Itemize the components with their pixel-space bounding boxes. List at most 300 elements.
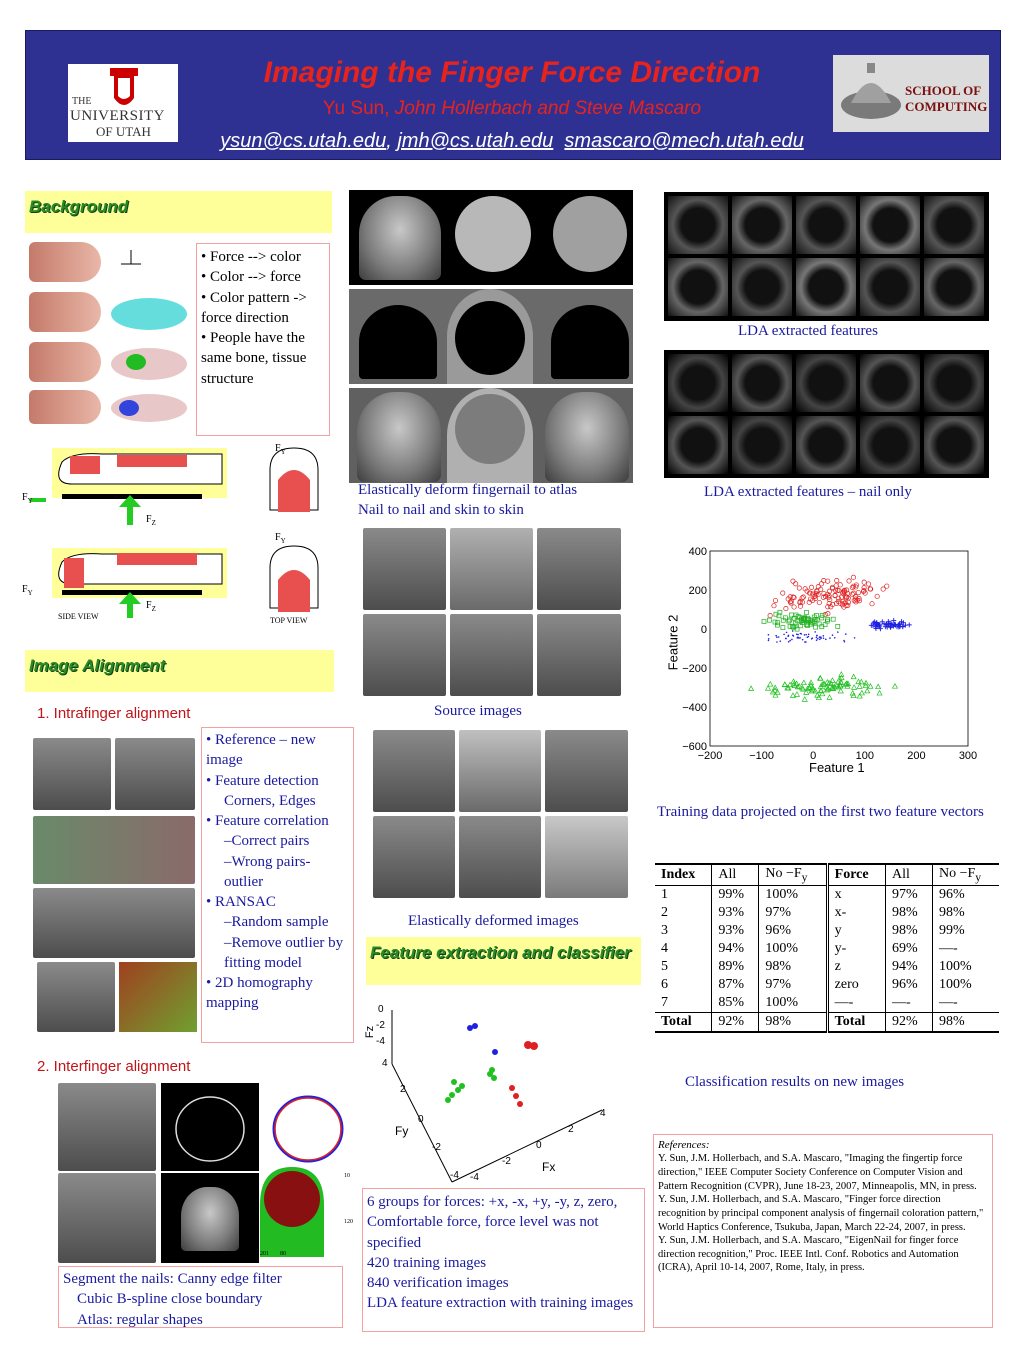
scatter-point-red-circles xyxy=(850,592,854,596)
source-nail xyxy=(450,614,533,696)
caption-lda-nail: LDA extracted features – nail only xyxy=(704,484,912,500)
segment-line: Cubic B-spline close boundary xyxy=(77,1291,263,1308)
fz-text: F xyxy=(146,514,152,525)
reference-item: Y. Sun, J.M. Hollerbach, and S.A. Mascaro, "Finger force direction recognition by principal component analysis of fingernail coloration pattern," World Haptics Conference, Tsukuba, Japan, March 22-24, 2007, in press. xyxy=(658,1194,984,1233)
finger-mesh-models xyxy=(101,242,196,422)
groups-line: LDA feature extraction with training images xyxy=(367,1295,634,1312)
ytick: 2 xyxy=(400,1084,406,1095)
table-cell: 85% xyxy=(712,994,759,1013)
atlas-bottom-row xyxy=(349,388,633,483)
label-fy-side xyxy=(22,492,33,505)
scatter-point-green-triangles xyxy=(892,684,897,689)
image-alignment-title xyxy=(25,650,334,692)
source-nail xyxy=(363,528,446,610)
reference-item: Y. Sun, J.M. Hollerbach, and S.A. Mascaro, "Imaging the fingertip force direction," IEEE Computer Society Conference on Computer Vision and Pattern Recognition (CVPR), June 18-23, 2007, Minneapolis, MN, in press. xyxy=(658,1153,977,1192)
feature-correlation-image xyxy=(33,816,195,884)
fz-text: F xyxy=(146,600,152,611)
xlabel: Fx xyxy=(542,1160,556,1174)
table-cell: —- xyxy=(933,994,1000,1013)
atlas-diagram xyxy=(258,1165,352,1265)
table-cell: 69% xyxy=(885,940,932,958)
table-cell: x- xyxy=(827,904,885,922)
scatter-point-green-triangles xyxy=(809,680,814,685)
lda-features-grid xyxy=(664,192,989,321)
intrafinger-subtitle: 1. Intrafinger alignment xyxy=(37,705,191,722)
table-cell: —- xyxy=(885,994,932,1013)
scatter-point-green-triangles xyxy=(868,684,873,689)
xtick: 2 xyxy=(568,1124,574,1135)
scatter-xtick: −200 xyxy=(697,750,723,762)
scatter-point-green-triangles xyxy=(782,682,787,687)
scatter-point-green-squares xyxy=(762,620,766,624)
scatter-xtick: 200 xyxy=(907,750,926,762)
scatter-point-green-squares xyxy=(774,612,778,616)
table-cell: 93% xyxy=(712,904,759,922)
table-cell: 96% xyxy=(759,922,827,940)
source-nail xyxy=(450,528,533,610)
fy-text: F xyxy=(22,492,28,503)
label-fy-side2 xyxy=(22,584,33,597)
scatter-point-green-triangles xyxy=(787,682,792,687)
scatter-point-green-triangles xyxy=(749,686,754,691)
ytick: -4 xyxy=(450,1170,459,1181)
segment-line: Segment the nails: Canny edge filter xyxy=(63,1271,282,1287)
ytick: 4 xyxy=(382,1058,388,1069)
align-bullet: –Wrong pairs-outlier xyxy=(224,853,311,890)
scatter-point-green-squares xyxy=(836,624,840,628)
scatter-point-red-circles xyxy=(772,604,776,608)
table-cell: 100% xyxy=(759,885,827,904)
table-row xyxy=(655,885,999,904)
scatter-point-green-triangles xyxy=(876,684,881,689)
email-jmh[interactable]: jmh@cs.utah.edu xyxy=(397,130,554,152)
scatter-xtick: 100 xyxy=(855,750,874,762)
scatter-point-blue-dots xyxy=(789,640,791,642)
feature-title-text: Feature extraction and classifier xyxy=(370,943,631,962)
scatter-point-blue-dots xyxy=(802,639,804,641)
scatter-ylabel: Feature 2 xyxy=(665,614,681,671)
table-cell: 99% xyxy=(933,922,1000,940)
table-cell: 87% xyxy=(712,976,759,994)
feature-extraction-title xyxy=(366,937,641,985)
table-cell: y xyxy=(827,922,885,940)
email-smascaro[interactable]: smascaro@mech.utah.edu xyxy=(564,130,804,152)
table-row xyxy=(655,922,999,940)
scatter-point-red-circles xyxy=(773,598,777,602)
table-cell: 98% xyxy=(759,958,827,976)
deformed-nail xyxy=(545,730,628,812)
nail-image xyxy=(33,738,111,810)
scatter-point-green-triangles xyxy=(859,690,864,695)
interfinger-subtitle: 2. Interfinger alignment xyxy=(37,1058,191,1075)
bullet-color-pattern: • Color pattern -> force direction xyxy=(201,289,307,326)
scatter-point-green-triangles xyxy=(801,680,806,685)
background-title-text: Background xyxy=(29,197,129,216)
scatter-point-green-triangles xyxy=(827,695,832,700)
ytick: 0 xyxy=(418,1114,424,1125)
fy-sub: Y xyxy=(27,589,33,597)
scatter-xtick: −100 xyxy=(749,750,774,762)
atlas-dim-d: 80 xyxy=(280,1251,286,1257)
scatter-point-green-squares xyxy=(781,626,785,630)
scatter-point-blue-dots xyxy=(805,634,807,636)
fy-sub: Y xyxy=(280,448,286,456)
scatter-point-red-circles xyxy=(847,579,851,583)
label-side-view: SIDE VIEW xyxy=(58,612,99,621)
scatter-ytick: 400 xyxy=(688,546,707,558)
scatter-point-blue-dots xyxy=(819,638,821,640)
scatter-point-blue-dots xyxy=(779,640,781,642)
feature-scatter-chart xyxy=(655,540,985,780)
scatter-point-green-triangles xyxy=(802,697,807,702)
scatter-point-blue-dots xyxy=(808,633,810,635)
scatter-point-blue-dots xyxy=(786,632,788,634)
label-top-view: TOP VIEW xyxy=(270,616,308,625)
th-all: All xyxy=(712,864,759,885)
scatter-point-blue-dots xyxy=(829,637,831,639)
scatter-point-green-squares xyxy=(831,617,835,621)
image-alignment-title-text: Image Alignment xyxy=(29,656,166,675)
scatter-point-red-circles xyxy=(826,612,830,616)
table-row xyxy=(655,994,999,1013)
label-fz2 xyxy=(146,600,156,613)
scatter-point-blue-dots xyxy=(817,638,819,640)
scatter-point-blue-dots xyxy=(834,637,836,639)
deformed-nail xyxy=(545,816,628,898)
th-no-fy xyxy=(759,864,827,885)
scatter-point-red-circles xyxy=(866,582,870,586)
fy-sub: Y xyxy=(27,497,33,505)
fy-text: F xyxy=(275,443,281,454)
scatter-point-blue-dots xyxy=(793,635,795,637)
intrafinger-images xyxy=(33,738,198,1015)
th-all2: All xyxy=(885,864,932,885)
table-cell: 94% xyxy=(712,940,759,958)
table-cell: 96% xyxy=(933,885,1000,904)
table-cell: 98% xyxy=(885,904,932,922)
table-row xyxy=(655,904,999,922)
deformed-nail xyxy=(459,816,541,898)
atlas-mid-row xyxy=(349,289,633,384)
caption-deformed: Elastically deformed images xyxy=(408,913,579,929)
scatter-point-red-circles xyxy=(784,606,788,610)
ztick: -4 xyxy=(376,1036,385,1047)
scatter-point-blue-dots xyxy=(804,641,806,643)
scatter-point-blue-dots xyxy=(814,631,816,633)
atlas-dim-c: 201 xyxy=(260,1251,269,1257)
ytick: -2 xyxy=(432,1142,441,1153)
source-nail xyxy=(363,614,446,696)
scatter-point-blue-dots xyxy=(783,634,785,636)
scatter-point-blue-plus xyxy=(907,622,912,627)
alignment-bullets xyxy=(201,727,354,1043)
nail-image xyxy=(58,1083,156,1171)
align-bullet: • RANSAC xyxy=(206,894,276,910)
groups-line: 420 training images xyxy=(367,1254,487,1271)
xtick: -2 xyxy=(502,1156,511,1167)
scatter-point-blue-dots xyxy=(775,635,777,637)
finger-photo xyxy=(29,242,101,282)
scatter-point-blue-dots xyxy=(832,634,834,636)
scatter-point-blue-dots xyxy=(799,637,801,639)
scatter-point-red-circles xyxy=(809,585,813,589)
total-label: Total xyxy=(661,1013,692,1029)
scatter-point-green-triangles xyxy=(768,682,773,687)
deformed-nail xyxy=(373,730,455,812)
total-cell: 98% xyxy=(759,1012,827,1032)
source-nail xyxy=(537,614,621,696)
scatter-point-blue-dots xyxy=(816,635,818,637)
scatter-ytick: 200 xyxy=(688,585,707,597)
table-cell: —- xyxy=(827,994,885,1013)
scatter-ytick: 0 xyxy=(700,624,707,636)
atlas-dim-b: 120 xyxy=(344,1219,353,1225)
lda-nail-features-grid xyxy=(664,350,989,478)
scatter-point-green-triangles xyxy=(852,685,857,690)
xtick: 4 xyxy=(600,1108,606,1119)
scatter-ytick: −200 xyxy=(682,663,707,675)
caption-deform1: Elastically deform fingernail to atlas xyxy=(358,482,578,498)
scatter-point-green-squares xyxy=(804,610,808,614)
overlay-image xyxy=(119,962,197,1032)
finger-photos xyxy=(29,242,101,422)
table-cell: 100% xyxy=(759,994,827,1013)
caption-lda: LDA extracted features xyxy=(738,323,878,339)
label-fy-top2 xyxy=(275,532,286,545)
total-cell: 92% xyxy=(712,1012,759,1032)
references-box xyxy=(653,1134,993,1328)
scatter-point-blue-dots xyxy=(819,636,821,638)
table-cell: 7 xyxy=(661,994,668,1010)
background-title xyxy=(25,191,332,233)
segmented-nail xyxy=(161,1173,259,1263)
finger-photo xyxy=(29,342,101,382)
scatter-ytick: −400 xyxy=(682,702,707,714)
scatter-point-blue-dots xyxy=(792,630,794,632)
no-fy-text: No −F xyxy=(765,866,802,881)
scatter-point-blue-dots xyxy=(776,636,778,638)
xtick: -4 xyxy=(470,1172,479,1183)
scatter-point-red-circles xyxy=(870,602,874,606)
atlas-top-row xyxy=(349,190,633,285)
nail-image xyxy=(115,738,195,810)
table-cell: 99% xyxy=(712,885,759,904)
scatter-point-green-triangles xyxy=(851,674,856,679)
table-cell: 6 xyxy=(661,976,668,992)
scatter-point-blue-dots xyxy=(844,641,846,643)
scatter-point-red-circles xyxy=(851,591,855,595)
scatter-point-blue-dots xyxy=(778,636,780,638)
scatter-point-blue-dots xyxy=(791,639,793,641)
scatter-point-blue-dots xyxy=(825,639,827,641)
scatter-point-green-triangles xyxy=(877,691,882,696)
no-fy-sub: y xyxy=(975,870,982,884)
scatter-point-blue-dots xyxy=(837,631,839,633)
table-cell: y- xyxy=(827,940,885,958)
scatter-point-blue-dots xyxy=(768,634,770,636)
bullet-same-bone: • People have the same bone, tissue structure xyxy=(201,330,307,387)
deformed-images-grid xyxy=(373,730,628,902)
no-fy-sub: y xyxy=(801,870,808,884)
logo-line-utah: OF UTAH xyxy=(96,124,151,139)
table-cell: 100% xyxy=(933,958,1000,976)
scatter-point-green-triangles xyxy=(857,684,862,689)
scatter-point-blue-dots xyxy=(808,636,810,638)
email-sep: , xyxy=(386,130,398,152)
table-cell: 96% xyxy=(885,976,932,994)
caption-deform2: Nail to nail and skin to skin xyxy=(358,502,524,518)
table-cell: 100% xyxy=(933,976,1000,994)
caption-source: Source images xyxy=(434,703,522,719)
label-fz xyxy=(146,514,156,527)
th-force: Force xyxy=(827,864,885,885)
scatter-point-blue-dots xyxy=(796,633,798,635)
table-row xyxy=(655,940,999,958)
interfinger-images xyxy=(58,1083,353,1265)
source-nail xyxy=(537,528,621,610)
spline-boundary xyxy=(266,1087,350,1169)
scatter-point-blue-dots xyxy=(797,634,799,636)
results-table-wrap xyxy=(655,863,1000,1053)
scatter-point-blue-dots xyxy=(788,641,790,643)
atlas-dim-a: 10 xyxy=(344,1173,350,1179)
background-bullets xyxy=(196,243,330,436)
deformed-nail xyxy=(459,730,541,812)
author-first: Yu Sun, xyxy=(322,98,395,119)
scatter-point-red-circles xyxy=(792,605,796,609)
table-cell: 2 xyxy=(661,904,668,920)
scatter-xtick: 0 xyxy=(810,750,817,762)
total-cell: 92% xyxy=(885,1012,932,1032)
table-cell: 3 xyxy=(661,922,668,938)
align-bullet: –Random sample xyxy=(224,914,329,931)
table-cell: 4 xyxy=(661,940,668,956)
scatter-point-blue-dots xyxy=(823,637,825,639)
segment-box xyxy=(58,1266,343,1328)
table-row xyxy=(655,958,999,976)
scatter-point-blue-dots xyxy=(845,633,847,635)
table-cell: 97% xyxy=(759,904,827,922)
groups-line: 840 verification images xyxy=(367,1275,509,1291)
align-bullet: –Remove outlier by fitting model xyxy=(224,934,344,971)
scatter-point-green-triangles xyxy=(865,688,870,693)
table-cell: 94% xyxy=(885,958,932,976)
ransac-image xyxy=(33,888,195,958)
align-bullet: –Correct pairs xyxy=(224,833,310,850)
scatter-point-blue-dots xyxy=(823,635,825,637)
fz-sub: Z xyxy=(151,519,156,527)
deformed-nail xyxy=(373,816,455,898)
source-images-grid xyxy=(363,528,621,698)
scatter-point-red-circles xyxy=(816,584,820,588)
emails xyxy=(0,130,1024,153)
scatter-ytick: −600 xyxy=(682,741,707,753)
scatter-point-blue-dots xyxy=(816,639,818,641)
scatter-point-red-circles xyxy=(797,586,801,590)
scatter-point-red-circles xyxy=(838,583,842,587)
scatter-point-blue-dots xyxy=(768,638,770,640)
align-bullet: Corners, Edges xyxy=(224,792,316,809)
scatter-point-red-circles xyxy=(862,580,866,584)
table-cell: zero xyxy=(827,976,885,994)
align-bullet: • Feature correlation xyxy=(206,813,329,829)
author-rest: John Hollerbach and Steve Mascaro xyxy=(394,98,702,119)
th-index: Index xyxy=(661,866,696,882)
scatter-point-green-squares xyxy=(767,618,771,622)
bullet-force-color: • Force --> color xyxy=(201,249,301,265)
nail-image xyxy=(58,1173,156,1263)
caption-training: Training data projected on the first two feature vectors xyxy=(657,804,984,820)
poster-title: Imaging the Finger Force Direction xyxy=(263,56,761,89)
table-cell: 5 xyxy=(661,958,668,974)
soc-line2: COMPUTING xyxy=(905,99,988,114)
table-cell: 98% xyxy=(933,904,1000,922)
scatter-point-red-circles xyxy=(856,590,860,594)
scatter-point-red-circles xyxy=(875,594,879,598)
scatter-point-blue-dots xyxy=(800,633,802,635)
scatter-point-blue-dots xyxy=(776,641,778,643)
scatter-point-green-triangles xyxy=(794,692,799,697)
nail-image xyxy=(37,962,115,1032)
segment-line: Atlas: regular shapes xyxy=(77,1311,203,1328)
scatter-xtick: 300 xyxy=(958,750,978,762)
groups-line: 6 groups for forces: +x, -x, +y, -y, z, zero, Comfortable force, force level was not specified xyxy=(367,1194,618,1251)
results-table xyxy=(655,863,999,1033)
table-cell: 89% xyxy=(712,958,759,976)
align-bullet: • 2D homography mapping xyxy=(206,975,313,1012)
reference-item: Y. Sun, J.M. Hollerbach, and S.A. Mascaro, "EigenNail for finger force direction recognition," Proc. IEEE Intl. Conf. Robotics and Automation (ICRA), April 10-14, 2007, Rome, Italy, in press. xyxy=(658,1235,959,1274)
align-bullet: • Reference – new image xyxy=(206,732,316,769)
scatter-point-blue-dots xyxy=(854,637,856,639)
scatter-point-blue-dots xyxy=(768,640,770,642)
scatter-point-red-circles xyxy=(793,582,797,586)
finger-force-diagrams xyxy=(22,440,334,630)
caption-results: Classification results on new images xyxy=(685,1074,905,1090)
zlabel: Fz xyxy=(364,1025,377,1039)
table-cell: 1 xyxy=(661,886,668,902)
table-cell: 97% xyxy=(885,885,932,904)
fy-text: F xyxy=(22,584,28,595)
email-ysun[interactable]: ysun@cs.utah.edu xyxy=(220,130,387,152)
scatter-point-blue-dots xyxy=(787,635,789,637)
xtick: 0 xyxy=(536,1140,542,1151)
fz-sub: Z xyxy=(151,605,156,613)
ztick: -2 xyxy=(376,1020,385,1031)
bullet-color-force: • Color --> force xyxy=(201,269,301,286)
edge-image xyxy=(161,1083,259,1171)
logo-line-university: UNIVERSITY xyxy=(70,108,165,124)
table-cell: 98% xyxy=(885,922,932,940)
label-fy-top xyxy=(275,443,286,456)
scatter-point-red-circles xyxy=(835,578,839,582)
finger-photo xyxy=(29,390,101,424)
soc-line1: SCHOOL OF xyxy=(905,83,982,98)
th-no-fy2 xyxy=(933,864,1000,885)
table-row xyxy=(655,976,999,994)
ylabel: Fy xyxy=(395,1124,409,1138)
fy-text: F xyxy=(275,532,281,543)
total-cell: 98% xyxy=(933,1012,1000,1032)
align-bullet: • Feature detection xyxy=(206,772,319,789)
references-title: References: xyxy=(658,1139,710,1151)
ztick: 0 xyxy=(378,1004,384,1015)
scatter-point-red-circles xyxy=(851,575,855,579)
scatter-svg xyxy=(655,540,985,780)
table-cell: 93% xyxy=(712,922,759,940)
scatter-point-red-circles xyxy=(885,584,889,588)
groups-box xyxy=(362,1188,645,1332)
logo-line-the: THE xyxy=(72,96,92,107)
